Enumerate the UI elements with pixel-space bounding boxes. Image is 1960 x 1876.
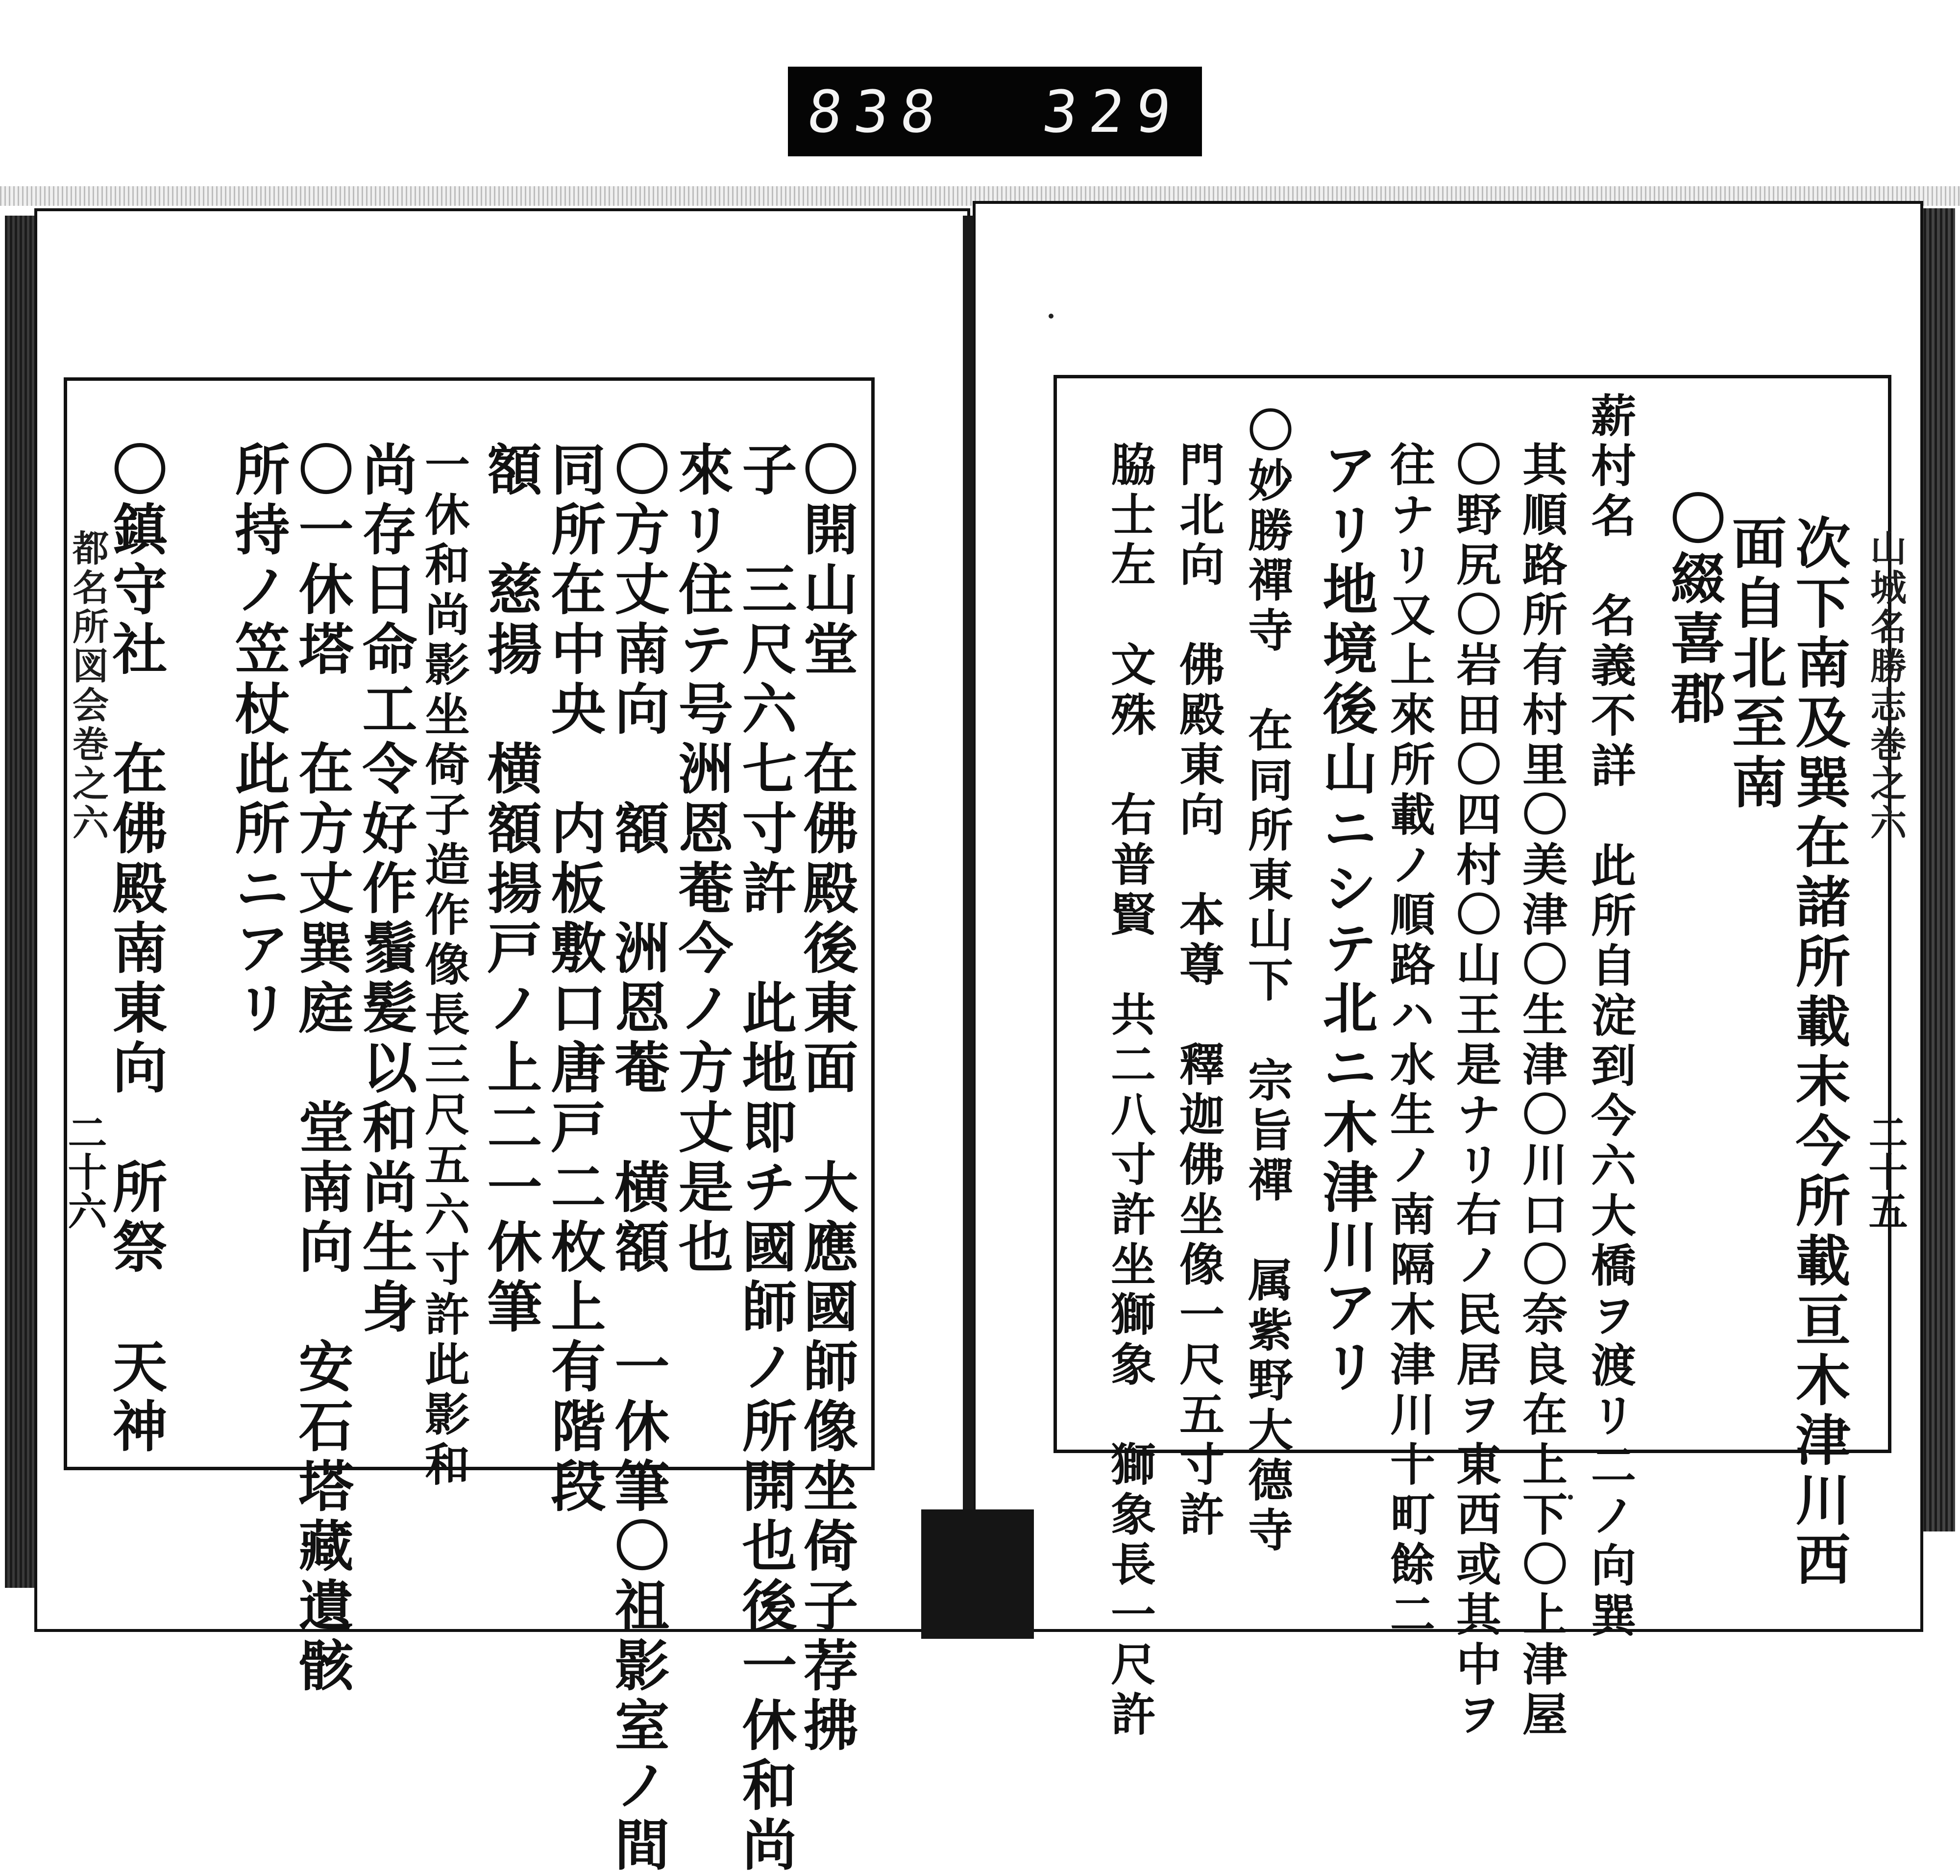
reel-roll-number: 838 <box>804 77 951 146</box>
text-column: アリ地境後山ニシテ北ニ木津川アリ <box>1314 441 1378 1398</box>
reel-frame-number: 329 <box>1039 77 1186 146</box>
text-column: 往ナリ又上來所載ノ順路ハ水生ノ南隔木津川十町餘二 <box>1383 441 1436 1641</box>
right-page-folio: 二十五 <box>1862 1112 1908 1230</box>
text-column: 〇方丈南向 額 洲恩菴 横額 一休筆〇祖影室ノ間 <box>606 441 670 1876</box>
text-column: 〇一休塔 在方丈巽庭 堂南向 安石塔藏遺骸 <box>290 441 354 1697</box>
text-column: 門北向 佛殿東向 本尊 釋迦佛坐像一尺五寸許 <box>1172 441 1225 1541</box>
center-gutter <box>963 216 974 1637</box>
scan-speck <box>1049 314 1054 319</box>
text-column: 面自北至南 <box>1723 515 1787 814</box>
right-page-header: 山城名勝志巻之六 <box>1864 529 1907 843</box>
text-column: 次下南及巽在諸所載末今所載亘木津川西 <box>1787 515 1851 1591</box>
text-column: 所持ノ笠杖此所ニアリ <box>226 441 290 1039</box>
text-column: 〇鎮守社 在佛殿南東向 所祭 天神 <box>103 441 168 1457</box>
text-column: 同所在中央 内板敷口唐戸二枚上有階段 <box>542 441 606 1517</box>
text-column: 〇綴喜郡 <box>1662 490 1726 729</box>
text-column: 〇開山堂 在佛殿後東面 大應國師像坐倚子荐拂 <box>794 441 858 1756</box>
scan-speck <box>1568 1495 1573 1500</box>
microfilm-frame-label <box>788 67 1202 156</box>
left-page-folio: 二十六 <box>61 1112 107 1230</box>
text-column: 〇野尻〇岩田〇四村〇山王是ナリ右ノ民居ヲ東西或其中ヲ <box>1449 441 1502 1741</box>
text-column: 一休和尚影坐倚子造作像長三尺五六寸許此影和 <box>417 441 470 1491</box>
text-column: 〇妙勝禪寺 在同所東山下 宗旨禪 属紫野大德寺 <box>1241 407 1294 1556</box>
text-column: 尚存日命工令好作鬚髪以和尚生身 <box>353 441 417 1338</box>
text-column: 來リ住テ号洲恩菴今ノ方丈是也 <box>669 441 734 1278</box>
left-page-header: 都名所図会巻之六 <box>67 529 109 843</box>
text-column: 薪村名 名義不詳 此所自淀到今六大橋ヲ渡リ二ノ向巽 <box>1584 392 1637 1642</box>
text-column: 脇士左 文殊 右普賢 共二八寸許坐獅象 獅象長一尺許 <box>1103 441 1156 1741</box>
text-column: 其順路所有村里〇美津〇生津〇川口〇奈良在上下〇上津屋 <box>1515 441 1568 1741</box>
text-column: 子 三尺六七寸許 此地即チ國師ノ所開也後一休和尚 <box>733 441 797 1876</box>
text-column: 額 慈揚 横額揚戸ノ上二一休筆 <box>478 441 542 1338</box>
gutter-shadow <box>921 1509 1034 1639</box>
